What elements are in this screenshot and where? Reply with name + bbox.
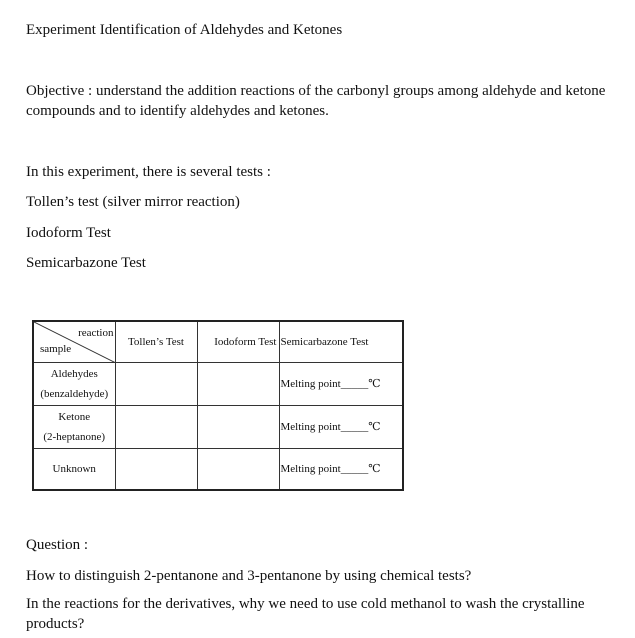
iodoform-result-cell (197, 362, 279, 405)
melting-point-cell: Melting point_____℃ (279, 448, 403, 490)
test-item-iodoform: Iodoform Test (26, 225, 111, 241)
sample-name: Aldehydes (50, 367, 98, 380)
melting-point-cell: Melting point_____℃ (279, 362, 403, 405)
iodoform-result-cell (197, 448, 279, 490)
test-item-tollens: Tollen’s test (silver mirror reaction) (26, 194, 240, 210)
header-iodoform: Iodoform Test (197, 321, 279, 362)
header-tollens: Tollen’s Test (115, 321, 197, 362)
results-table (32, 320, 404, 491)
question-heading: Question : (26, 537, 89, 553)
header-semicarbazone: Semicarbazone Test (279, 321, 403, 362)
question-item: In the reactions for the derivatives, why we need to use cold methanol to wash the crystalline products? (26, 596, 585, 632)
sample-detail: (2-heptanone) (43, 430, 106, 443)
objective-text: Objective : understand the addition reactions of the carbonyl groups among aldehyde and ketone compounds and to identify aldehydes and ketones. (26, 83, 606, 119)
table-header-row (33, 321, 403, 362)
corner-label-sample: sample (40, 342, 72, 355)
melting-point-cell: Melting point_____℃ (279, 405, 403, 448)
iodoform-result-cell (197, 405, 279, 448)
corner-label-reaction: reaction (78, 327, 114, 339)
sample-name: Unknown (52, 462, 96, 475)
sample-cell (33, 405, 115, 448)
table-row (33, 362, 403, 405)
tests-intro: In this experiment, there is several tests : (26, 164, 271, 180)
tollens-result-cell (115, 405, 197, 448)
sample-detail: (benzaldehyde) (40, 387, 109, 400)
table-row (33, 405, 403, 448)
sample-cell (33, 448, 115, 490)
question-item: How to distinguish 2-pentanone and 3-pentanone by using chemical tests? (26, 568, 472, 584)
sample-name: Ketone (58, 410, 91, 423)
test-item-semicarbazone: Semicarbazone Test (26, 255, 146, 271)
tollens-result-cell (115, 362, 197, 405)
page-title: Experiment Identification of Aldehydes and Ketones (26, 22, 343, 38)
corner-cell (33, 321, 115, 362)
tollens-result-cell (115, 448, 197, 490)
table-row (33, 448, 403, 490)
sample-cell (33, 362, 115, 405)
